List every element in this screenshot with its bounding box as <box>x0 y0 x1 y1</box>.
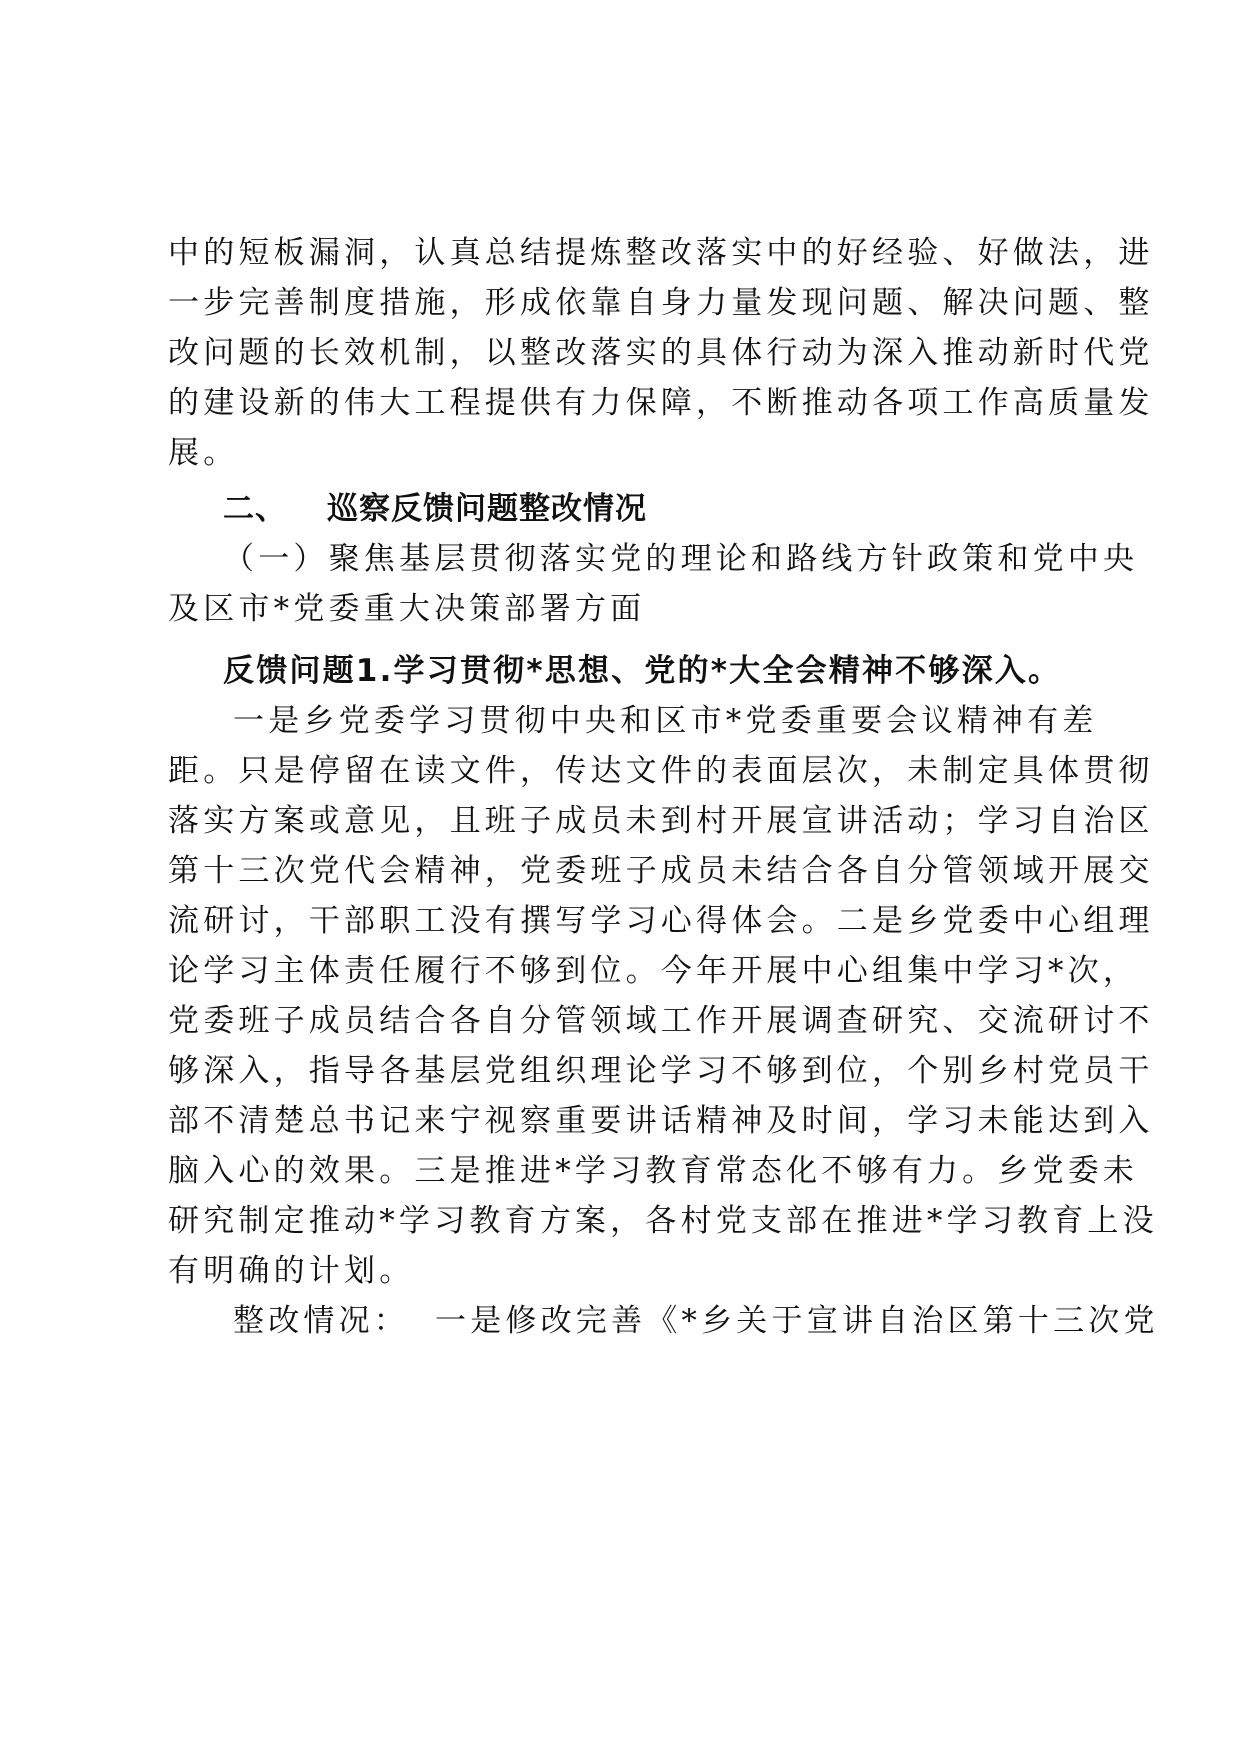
paragraph-line: 论学习主体责任履行不够到位。今年开展中心组集中学习*次， <box>168 953 1139 989</box>
paragraph-line: 落实方案或意见，且班子成员未到村开展宣讲活动；学习自治区 <box>168 803 1154 839</box>
rectification-label: 整改情况： <box>233 1303 409 1339</box>
paragraph-line: 一步完善制度措施，形成依靠自身力量发现问题、解决问题、整 <box>168 285 1154 321</box>
paragraph-line: 流研讨，干部职工没有撰写学习心得体会。二是乡党委中心组理 <box>168 903 1154 939</box>
section-number: 二、 <box>223 491 287 527</box>
paragraph-line: 改问题的长效机制，以整改落实的具体行动为深入推动新时代党 <box>168 335 1154 371</box>
paragraph-line: 一是乡党委学习贯彻中央和区市*党委重要会议精神有差 <box>233 703 1098 739</box>
paragraph-line: 党委班子成员结合各自分管领域工作开展调查研究、交流研讨不 <box>168 1003 1154 1039</box>
section-title: 巡察反馈问题整改情况 <box>327 491 647 527</box>
rectification-text: 一是修改完善《*乡关于宣讲自治区第十三次党 <box>435 1303 1159 1339</box>
paragraph-line: 展。 <box>168 435 239 471</box>
paragraph-line: 脑入心的效果。三是推进*学习教育常态化不够有力。乡党委未 <box>168 1153 1139 1189</box>
subsection-line: 及区市*党委重大决策部署方面 <box>168 591 646 627</box>
paragraph-line: 第十三次党代会精神，党委班子成员未结合各自分管领域开展交 <box>168 853 1154 889</box>
issue-title: 反馈问题1.学习贯彻*思想、党的*大全会精神不够深入。 <box>223 653 1062 689</box>
paragraph-line: 距。只是停留在读文件，传达文件的表面层次，未制定具体贯彻 <box>168 753 1154 789</box>
paragraph-line: 部不清楚总书记来宁视察重要讲话精神及时间，学习未能达到入 <box>168 1103 1154 1139</box>
rectification-paragraph <box>168 1296 1159 1346</box>
paragraph-line: 够深入，指导各基层党组织理论学习不够到位，个别乡村党员干 <box>168 1053 1154 1089</box>
paragraph-line: 有明确的计划。 <box>168 1253 415 1289</box>
intro-paragraph <box>168 228 1154 478</box>
section-heading <box>168 484 1078 534</box>
paragraph-line: 的建设新的伟大工程提供有力保障，不断推动各项工作高质量发 <box>168 385 1154 421</box>
paragraph-line: 中的短板漏洞，认真总结提炼整改落实中的好经验、好做法，进 <box>168 235 1154 271</box>
issue-paragraph <box>168 696 1158 1296</box>
document-body <box>168 228 1159 1346</box>
paragraph-line: 研究制定推动*学习教育方案，各村党支部在推进*学习教育上没 <box>168 1203 1158 1239</box>
subsection-heading <box>168 534 1139 634</box>
subsection-line: （一）聚焦基层贯彻落实党的理论和路线方针政策和党中央 <box>223 541 1139 577</box>
